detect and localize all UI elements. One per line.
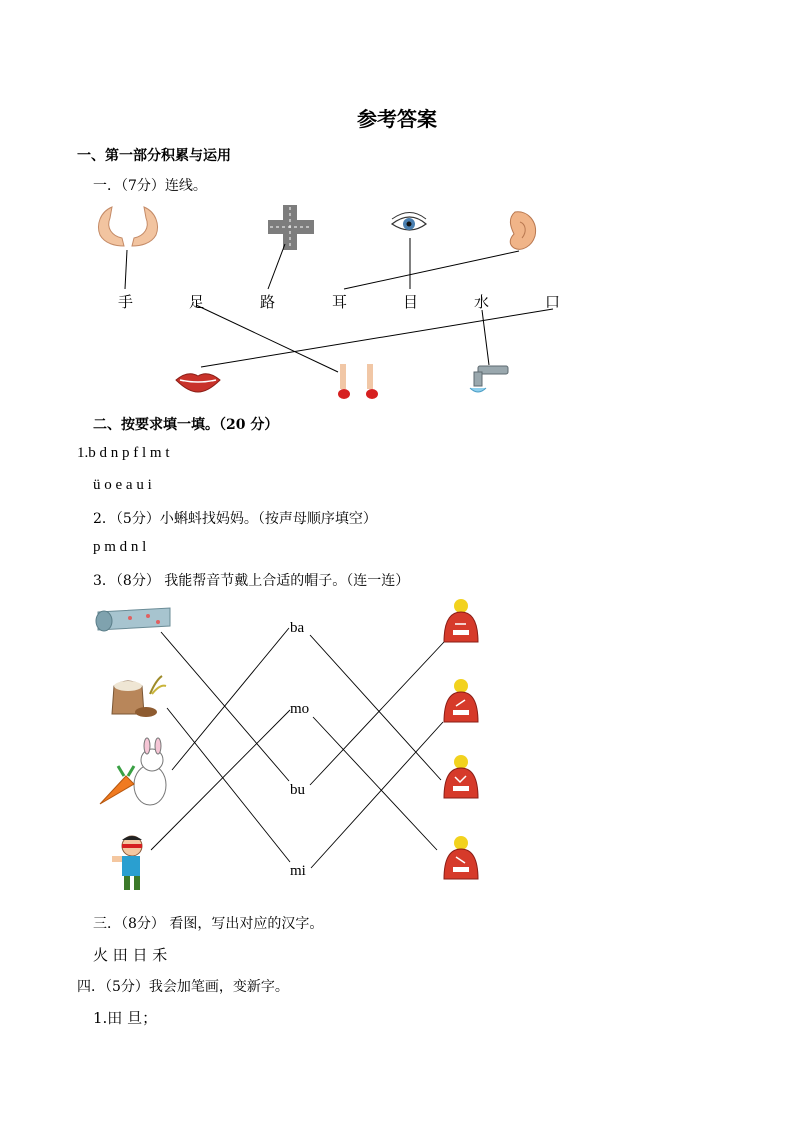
syllable-3: bu [290, 782, 305, 798]
rug-icon [96, 608, 170, 631]
part2-q1-line2: ü o e a u i [93, 477, 152, 493]
question-1-prompt: 一．（7分）连线。 [93, 178, 207, 194]
part4-prompt: 四．（5分）我会加笔画，变新字。 [77, 979, 289, 995]
char-7: 口 [545, 293, 561, 311]
syllable-4: mi [290, 863, 306, 879]
question-3-answer-lines [151, 628, 444, 868]
section-heading-1: 一、第一部分积累与运用 [77, 148, 231, 164]
hat-tone2-icon [444, 679, 478, 722]
part2-q2-answer: p m d n l [93, 539, 147, 555]
part4-answer: 1.田 旦； [93, 1009, 158, 1027]
blindfold-boy-icon [112, 836, 142, 890]
part3-answer: 火 田 日 禾 [93, 946, 168, 964]
syllable-2: mo [290, 701, 310, 717]
hat-tone4-icon [444, 836, 478, 879]
rice-sack-icon [112, 676, 166, 717]
char-4: 耳 [332, 293, 348, 311]
char-6: 水 [474, 293, 490, 311]
hat-tone3-icon [444, 755, 478, 798]
part3-prompt: 三．（8分） 看图，写出对应的汉字。 [93, 916, 324, 932]
part2-q2-prompt: 2．（5分）小蝌蚪找妈妈。（按声母顺序填空） [93, 511, 377, 527]
char-2: 足 [189, 293, 205, 311]
char-3: 路 [260, 293, 276, 311]
rabbit-carrot-icon [100, 738, 166, 805]
part2-q3-prompt: 3．（8分） 我能帮音节戴上合适的帽子。（连一连） [93, 573, 410, 589]
part2-q1-line1: 1.b d n p f l m t [77, 445, 170, 461]
syllable-1: ba [290, 620, 305, 636]
section-heading-2: 二、按要求填一填。（20 分） [93, 417, 279, 433]
char-5: 目 [403, 293, 419, 311]
page-title: 参考答案 [357, 107, 437, 131]
hat-tone1-icon [444, 599, 478, 642]
char-1: 手 [118, 293, 134, 311]
